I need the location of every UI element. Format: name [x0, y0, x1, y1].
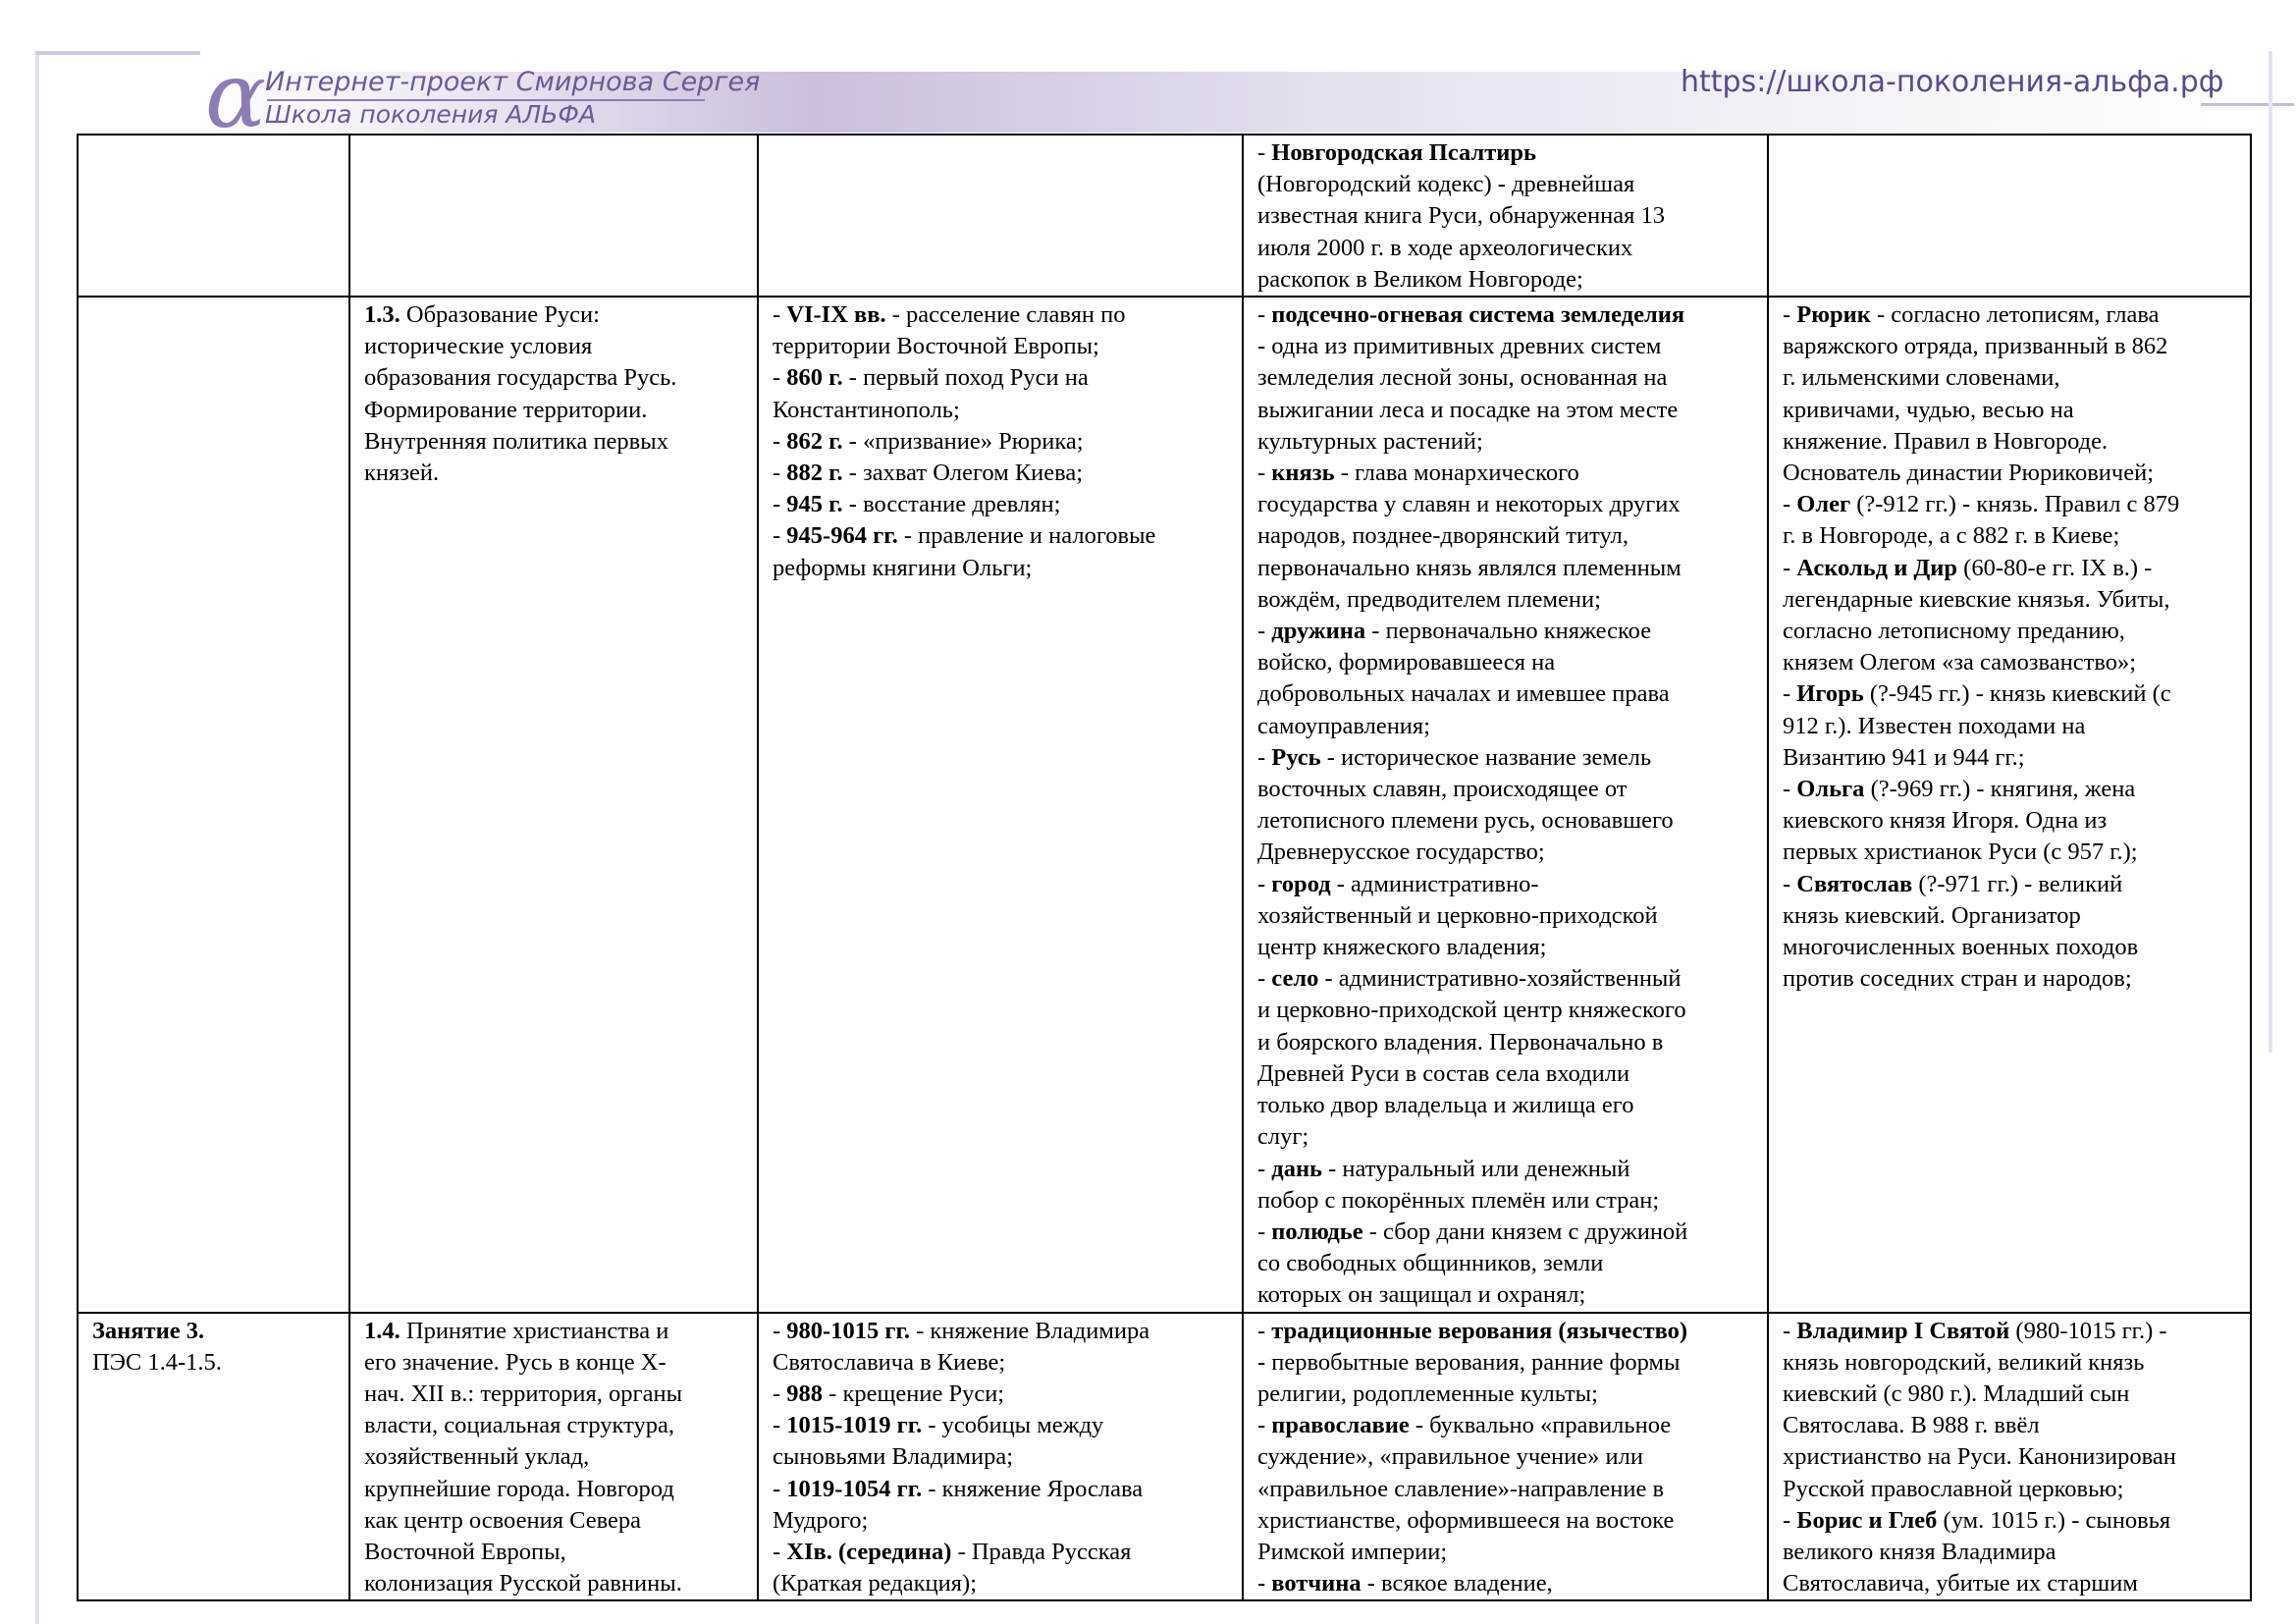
- bold-term: 860 г.: [786, 364, 843, 392]
- cell-line: [1783, 1441, 2242, 1473]
- cell-line: - Русь - историческое название земель: [1257, 743, 1652, 771]
- line-text: - восстание древлян;: [842, 491, 1061, 518]
- bold-term: 1.4.: [364, 1317, 400, 1344]
- line-text: земледелия лесной зоны, основанная на: [1257, 364, 1668, 392]
- line-text: центр княжеского владения;: [1257, 934, 1547, 961]
- site-url-link[interactable]: https://школа-поколения-альфа.рф: [1681, 65, 2224, 99]
- line-text: христианстве, оформившееся на востоке: [1257, 1506, 1675, 1534]
- line-text: - расселение славян по: [885, 301, 1126, 329]
- cell-line: [92, 1347, 341, 1379]
- table-row: [78, 1313, 2251, 1601]
- cell-line: [1783, 647, 2242, 678]
- cell-line: [773, 1441, 1234, 1473]
- line-text: согласно летописному преданию,: [1783, 618, 2125, 645]
- line-text: (Краткая редакция);: [773, 1570, 977, 1597]
- line-text: - крещение Руси;: [823, 1380, 1005, 1407]
- cell-line: - 945 г. - восстание древлян;: [773, 491, 1061, 518]
- line-text: нач. XII в.: территория, органы: [364, 1380, 683, 1407]
- bold-term: дань: [1271, 1155, 1323, 1182]
- cell-line: [1783, 520, 2242, 552]
- line-text: Русской православной церковью;: [1783, 1475, 2124, 1502]
- cell-line: [1257, 200, 1759, 232]
- line-text: Святославича, убитые их старшим: [1783, 1570, 2138, 1597]
- line-text: - княжение Ярослава: [922, 1475, 1144, 1502]
- cell-line: [1783, 1474, 2242, 1505]
- line-text: побор с покорённых племён или стран;: [1257, 1186, 1660, 1214]
- line-text: князь новгородский, великий князь: [1783, 1348, 2145, 1376]
- cell-line: [1257, 584, 1759, 616]
- cell-line: [1257, 1185, 1759, 1217]
- line-text: - буквально «правильное: [1409, 1412, 1672, 1439]
- cell-line: [1257, 489, 1759, 520]
- cell-line: [1257, 932, 1759, 963]
- cell-line: - традиционные верования (язычество): [1257, 1317, 1688, 1344]
- alpha-logo-icon: α: [204, 43, 267, 148]
- line-text: войско, формировавшееся на: [1257, 649, 1556, 677]
- cell-line: [1257, 362, 1759, 394]
- cell-line: [1257, 553, 1759, 584]
- cell-line: - Борис и Глеб (ум. 1015 г.) - сыновья: [1783, 1506, 2171, 1534]
- bold-term: 988: [786, 1380, 824, 1407]
- cell-line: [1783, 1379, 2242, 1410]
- cell-line: [1783, 742, 2242, 774]
- line-text: хозяйственный и церковно-приходской: [1257, 901, 1658, 929]
- cell-line: - город - административно-: [1257, 870, 1539, 897]
- cell-line: - полюдье - сбор дани князем с дружиной: [1257, 1218, 1688, 1245]
- bold-term: 980-1015 гг.: [786, 1317, 910, 1344]
- line-text: Восточной Европы,: [364, 1538, 566, 1565]
- line-text: Мудрого;: [773, 1506, 869, 1534]
- cell-line: - 882 г. - захват Олегом Киева;: [773, 460, 1084, 487]
- cell-line: [364, 299, 749, 331]
- cell-line: [1783, 711, 2242, 742]
- line-text: - историческое название земель: [1320, 743, 1652, 771]
- cell-line: [1783, 395, 2242, 426]
- line-text: хозяйственный уклад,: [364, 1443, 590, 1471]
- line-text: Основатель династии Рюриковичей;: [1783, 460, 2155, 487]
- cell-line: [364, 1379, 749, 1410]
- line-text: первых христианок Руси (с 957 г.);: [1783, 839, 2138, 866]
- topic-cell: [349, 297, 758, 1313]
- cell-line: [364, 1537, 749, 1568]
- bold-term: город: [1271, 870, 1331, 897]
- line-text: реформы княгини Ольги;: [773, 554, 1033, 581]
- cell-line: [773, 331, 1234, 362]
- cell-line: [364, 1474, 749, 1505]
- cell-line: - XIв. (середина) - Правда Русская: [773, 1538, 1132, 1565]
- cell-line: [364, 426, 749, 458]
- cell-line: [1257, 900, 1759, 932]
- line-text: - сбор дани князем с дружиной: [1362, 1218, 1688, 1245]
- cell-line: [1783, 458, 2242, 489]
- line-text: выжигании леса и посадке на этом месте: [1257, 396, 1679, 423]
- logo-subtitle: Школа поколения АЛЬФА: [265, 100, 597, 129]
- line-text: киевский (с 980 г.). Младший сын: [1783, 1380, 2130, 1407]
- cell-line: [364, 1568, 749, 1599]
- persons-cell: [1768, 135, 2251, 297]
- bold-term: 945-964 гг.: [786, 522, 898, 550]
- cell-line: [1257, 1058, 1759, 1090]
- line-text: народов, позднее-дворянский титул,: [1257, 522, 1629, 550]
- table-row: [78, 135, 2251, 297]
- bold-term: Борис и Глеб: [1796, 1506, 1938, 1534]
- line-text: княжение. Правил в Новгороде.: [1783, 427, 2109, 455]
- line-text: «правильное славление»-направление в: [1257, 1475, 1665, 1502]
- bold-term: 1.3.: [364, 301, 400, 329]
- line-text: - всякое владение,: [1361, 1570, 1553, 1597]
- line-text: государства у славян и некоторых других: [1257, 491, 1681, 518]
- bold-term: 1019-1054 гг.: [786, 1475, 923, 1502]
- line-text: Константинополь;: [773, 396, 960, 423]
- line-text: его значение. Русь в конце X-: [364, 1348, 667, 1376]
- line-text: - Правда Русская: [951, 1538, 1132, 1565]
- line-text: великого князя Владимира: [1783, 1538, 2056, 1565]
- line-text: христианство на Руси. Канонизирован: [1783, 1443, 2176, 1471]
- cell-line: [1257, 1537, 1759, 1568]
- cell-line: [1257, 233, 1759, 264]
- bold-term: село: [1271, 965, 1319, 993]
- cell-line: [773, 553, 1234, 584]
- cell-line: [1257, 395, 1759, 426]
- cell-line: - Святослав (?-971 гг.) - великий: [1783, 870, 2123, 897]
- line-text: (?-912 гг.) - князь. Правил с 879: [1850, 491, 2180, 518]
- bold-term: Игорь: [1796, 680, 1864, 708]
- cell-line: - Аскольд и Дир (60-80-е гг. IX в.) -: [1783, 554, 2153, 581]
- line-text: культурных растений;: [1257, 427, 1483, 455]
- cell-line: [1783, 584, 2242, 616]
- line-text: Византию 941 и 944 гг.;: [1783, 743, 2025, 771]
- cell-line: [1257, 331, 1759, 362]
- line-text: религии, родоплеменные культы;: [1257, 1380, 1598, 1407]
- persons-cell: [1768, 1313, 2251, 1601]
- cell-line: [364, 395, 749, 426]
- cell-line: - 980-1015 гг. - княжение Владимира: [773, 1317, 1150, 1344]
- bold-term: Русь: [1271, 743, 1321, 771]
- lesson-cell: [78, 1313, 349, 1601]
- cell-line: - Владимир I Святой (980-1015 гг.) -: [1783, 1317, 2167, 1344]
- cell-line: [1783, 1537, 2242, 1568]
- line-text: Святославича в Киеве;: [773, 1348, 1006, 1376]
- line-text: сыновьями Владимира;: [773, 1443, 1014, 1471]
- line-text: (980-1015 гг.) -: [2009, 1317, 2167, 1344]
- cell-line: [773, 1505, 1234, 1537]
- cell-line: [1783, 1347, 2242, 1379]
- cell-line: [1783, 362, 2242, 394]
- top-border-rule: [35, 51, 200, 55]
- logo-title: Интернет-проект Смирнова Сергея: [265, 67, 761, 97]
- line-text: - согласно летописям, глава: [1870, 301, 2160, 329]
- bold-term: Святослав: [1796, 870, 1913, 897]
- cell-line: [1257, 1090, 1759, 1121]
- cell-line: - вотчина - всякое владение,: [1257, 1570, 1553, 1597]
- cell-line: [1257, 1279, 1759, 1311]
- line-text: Древней Руси в состав села входили: [1257, 1059, 1630, 1087]
- line-text: - усобицы между: [922, 1412, 1104, 1439]
- cell-line: [364, 1441, 749, 1473]
- cell-line: [1257, 995, 1759, 1026]
- cell-line: [364, 1505, 749, 1537]
- line-text: (ум. 1015 г.) - сыновья: [1937, 1506, 2171, 1534]
- line-text: - первоначально княжеское: [1365, 618, 1652, 645]
- bold-term: полюдье: [1271, 1218, 1363, 1245]
- bold-term: православие: [1271, 1412, 1410, 1439]
- lesson-cell: [78, 297, 349, 1313]
- persons-cell: [1768, 297, 2251, 1313]
- cell-line: [1783, 963, 2242, 995]
- line-text: кривичами, чудью, весью на: [1783, 396, 2074, 423]
- cell-line: [364, 1410, 749, 1441]
- cell-line: [1257, 647, 1759, 678]
- line-text: - захват Олегом Киева;: [842, 460, 1084, 487]
- cell-line: - Ольга (?-969 гг.) - княгиня, жена: [1783, 776, 2136, 803]
- line-text: восточных славян, происходящее от: [1257, 776, 1628, 803]
- cell-line: [364, 331, 749, 362]
- right-border-rule: [2269, 51, 2272, 1053]
- dates-cell: [758, 297, 1243, 1313]
- bold-term: VI-IX вв.: [786, 301, 886, 329]
- cell-line: [1783, 900, 2242, 932]
- cell-line: [1257, 1474, 1759, 1505]
- line-text: г. в Новгороде, а с 882 г. в Киеве;: [1783, 522, 2120, 550]
- cell-line: [1257, 1441, 1759, 1473]
- line-text: многочисленных военных походов: [1783, 934, 2139, 961]
- bold-term: 945 г.: [786, 491, 843, 518]
- bold-term: Ольга: [1796, 776, 1865, 803]
- cell-line: [1257, 169, 1759, 200]
- terms-cell: [1243, 297, 1768, 1313]
- banner-right-line: [2201, 103, 2294, 106]
- cell-line: [1257, 774, 1759, 805]
- line-text: - одна из примитивных древних систем: [1257, 333, 1662, 360]
- cell-line: - 1015-1019 гг. - усобицы между: [773, 1412, 1104, 1439]
- line-text: Принятие христианства и: [400, 1317, 669, 1344]
- cell-line: - 945-964 гг. - правление и налоговые: [773, 522, 1156, 550]
- line-text: известная книга Руси, обнаруженная 13: [1257, 202, 1665, 230]
- line-text: Внутренняя политика первых: [364, 427, 668, 455]
- cell-line: [1783, 932, 2242, 963]
- bold-term: Аскольд и Дир: [1796, 554, 1958, 581]
- line-text: князь киевский. Организатор: [1783, 901, 2081, 929]
- bold-term: вотчина: [1271, 1570, 1362, 1597]
- cell-line: - Рюрик - согласно летописям, глава: [1783, 301, 2160, 329]
- line-text: суждение», «правильное учение» или: [1257, 1443, 1643, 1471]
- cell-line: [1257, 426, 1759, 458]
- cell-line: [1257, 711, 1759, 742]
- line-text: крупнейшие города. Новгород: [364, 1475, 674, 1502]
- line-text: - княжение Владимира: [909, 1317, 1150, 1344]
- bold-term: Рюрик: [1796, 301, 1871, 329]
- line-text: легендарные киевские князья. Убиты,: [1783, 585, 2170, 613]
- line-text: территории Восточной Европы;: [773, 333, 1099, 360]
- line-text: (?-971 гг.) - великий: [1912, 870, 2123, 897]
- bold-term: традиционные верования (язычество): [1271, 1317, 1688, 1344]
- cell-line: [773, 395, 1234, 426]
- cell-line: [1257, 264, 1759, 296]
- bold-term: Олег: [1796, 491, 1851, 518]
- line-text: г. ильменскими словенами,: [1783, 364, 2060, 392]
- line-text: - первый поход Руси на: [842, 364, 1089, 392]
- table-row: [78, 297, 2251, 1313]
- terms-cell: [1243, 135, 1768, 297]
- line-text: образования государства Русь.: [364, 364, 677, 392]
- cell-line: [364, 362, 749, 394]
- cell-line: [1783, 805, 2242, 837]
- bold-term: Владимир I Святой: [1796, 1317, 2010, 1344]
- cell-line: - Новгородская Псалтирь: [1257, 139, 1536, 166]
- line-text: самоуправления;: [1257, 712, 1430, 739]
- bold-term: подсечно-огневая система земледелия: [1271, 301, 1685, 329]
- dates-cell: [758, 135, 1243, 297]
- line-text: колонизация Русской равнины.: [364, 1570, 682, 1597]
- bold-term: дружина: [1271, 618, 1366, 645]
- cell-line: [364, 1316, 749, 1347]
- line-text: вождём, предводителем племени;: [1257, 585, 1601, 613]
- bold-term: 1015-1019 гг.: [786, 1412, 923, 1439]
- cell-line: - село - административно-хозяйственный: [1257, 965, 1682, 993]
- cell-line: [1783, 426, 2242, 458]
- dates-cell: [758, 1313, 1243, 1601]
- cell-line: - дань - натуральный или денежный: [1257, 1155, 1630, 1182]
- bold-term: XIв. (середина): [786, 1538, 952, 1565]
- cell-line: [1257, 1121, 1759, 1153]
- cell-line: [364, 1347, 749, 1379]
- cell-line: [92, 1316, 341, 1347]
- line-text: только двор владельца и жилища его: [1257, 1092, 1634, 1119]
- line-text: Святослава. В 988 г. ввёл: [1783, 1412, 2040, 1439]
- cell-line: [1257, 1248, 1759, 1279]
- cell-line: [1257, 1027, 1759, 1058]
- line-text: (60-80-е гг. IX в.) -: [1957, 554, 2153, 581]
- cell-line: - VI-IX вв. - расселение славян по: [773, 301, 1126, 329]
- cell-line: [773, 1568, 1234, 1599]
- line-text: Формирование территории.: [364, 396, 648, 423]
- cell-line: - 988 - крещение Руси;: [773, 1380, 1005, 1407]
- cell-line: [1783, 837, 2242, 868]
- lesson-cell: [78, 135, 349, 297]
- line-text: (?-945 гг.) - князь киевский (с: [1863, 680, 2171, 708]
- cell-line: [773, 1347, 1234, 1379]
- line-text: как центр освоения Севера: [364, 1506, 642, 1534]
- line-text: слуг;: [1257, 1123, 1309, 1151]
- bold-term: Новгородская Псалтирь: [1271, 139, 1536, 166]
- cell-line: - князь - глава монархического: [1257, 460, 1579, 487]
- line-text: которых он защищал и охранял;: [1257, 1281, 1586, 1309]
- cell-line: - православие - буквально «правильное: [1257, 1412, 1672, 1439]
- line-text: - первобытные верования, ранние формы: [1257, 1348, 1681, 1376]
- bold-term: 882 г.: [786, 460, 843, 487]
- bold-term: Занятие 3.: [92, 1317, 205, 1344]
- topic-cell: [349, 135, 758, 297]
- bold-term: 862 г.: [786, 427, 843, 455]
- cell-line: - Олег (?-912 гг.) - князь. Правил с 879: [1783, 491, 2180, 518]
- line-text: Образование Руси:: [400, 301, 600, 329]
- line-text: июля 2000 г. в ходе археологических: [1257, 234, 1633, 261]
- history-topics-table: [77, 134, 2252, 1601]
- cell-line: [1257, 1379, 1759, 1410]
- left-border-rule: [35, 51, 39, 1624]
- cell-line: [1783, 331, 2242, 362]
- line-text: против соседних стран и народов;: [1783, 965, 2132, 993]
- line-text: - административно-хозяйственный: [1318, 965, 1682, 993]
- cell-line: [1257, 678, 1759, 710]
- line-text: исторические условия: [364, 333, 593, 360]
- cell-line: [1783, 1568, 2242, 1599]
- terms-cell: [1243, 1313, 1768, 1601]
- line-text: Римской империи;: [1257, 1538, 1448, 1565]
- cell-line: [1257, 1347, 1759, 1379]
- cell-line: [1257, 837, 1759, 868]
- line-text: и боярского владения. Первоначально в: [1257, 1028, 1664, 1056]
- line-text: князем Олегом «за самозванство»;: [1783, 649, 2137, 677]
- line-text: со свободных общинников, земли: [1257, 1250, 1604, 1277]
- cell-line: [364, 458, 749, 489]
- line-text: добровольных началах и имевшее права: [1257, 680, 1670, 708]
- line-text: 912 г.). Известен походами на: [1783, 712, 2086, 739]
- line-text: (Новгородский кодекс) - древнейшая: [1257, 171, 1635, 198]
- line-text: и церковно-приходской центр княжеского: [1257, 997, 1686, 1024]
- cell-line: [1257, 1505, 1759, 1537]
- line-text: (?-969 гг.) - княгиня, жена: [1864, 776, 2136, 803]
- line-text: - административно-: [1330, 870, 1539, 897]
- line-text: - «призвание» Рюрика;: [842, 427, 1084, 455]
- cell-line: [1783, 616, 2242, 647]
- cell-line: [1783, 1410, 2242, 1441]
- line-text: - правление и налоговые: [897, 522, 1156, 550]
- cell-line: - Игорь (?-945 гг.) - князь киевский (с: [1783, 680, 2171, 708]
- line-text: - глава монархического: [1334, 460, 1579, 487]
- line-text: первоначально князь являлся племенным: [1257, 554, 1682, 581]
- line-text: летописного племени русь, основавшего: [1257, 807, 1674, 835]
- line-text: киевского князя Игоря. Одна из: [1783, 807, 2108, 835]
- cell-line: - 860 г. - первый поход Руси на: [773, 364, 1089, 392]
- line-text: варяжского отряда, призванный в 862: [1783, 333, 2168, 360]
- line-text: ПЭС 1.4-1.5.: [92, 1348, 222, 1376]
- line-text: - натуральный или денежный: [1322, 1155, 1630, 1182]
- cell-line: - подсечно-огневая система земледелия: [1257, 301, 1685, 329]
- bold-term: князь: [1271, 460, 1335, 487]
- cell-line: - дружина - первоначально княжеское: [1257, 618, 1652, 645]
- line-text: раскопок в Великом Новгороде;: [1257, 265, 1583, 293]
- topic-cell: [349, 1313, 758, 1601]
- cell-line: [1257, 520, 1759, 552]
- line-text: князей.: [364, 460, 440, 487]
- cell-line: - 1019-1054 гг. - княжение Ярослава: [773, 1475, 1144, 1502]
- cell-line: - 862 г. - «призвание» Рюрика;: [773, 427, 1084, 455]
- cell-line: [1257, 805, 1759, 837]
- line-text: власти, социальная структура,: [364, 1412, 675, 1439]
- line-text: Древнерусское государство;: [1257, 839, 1545, 866]
